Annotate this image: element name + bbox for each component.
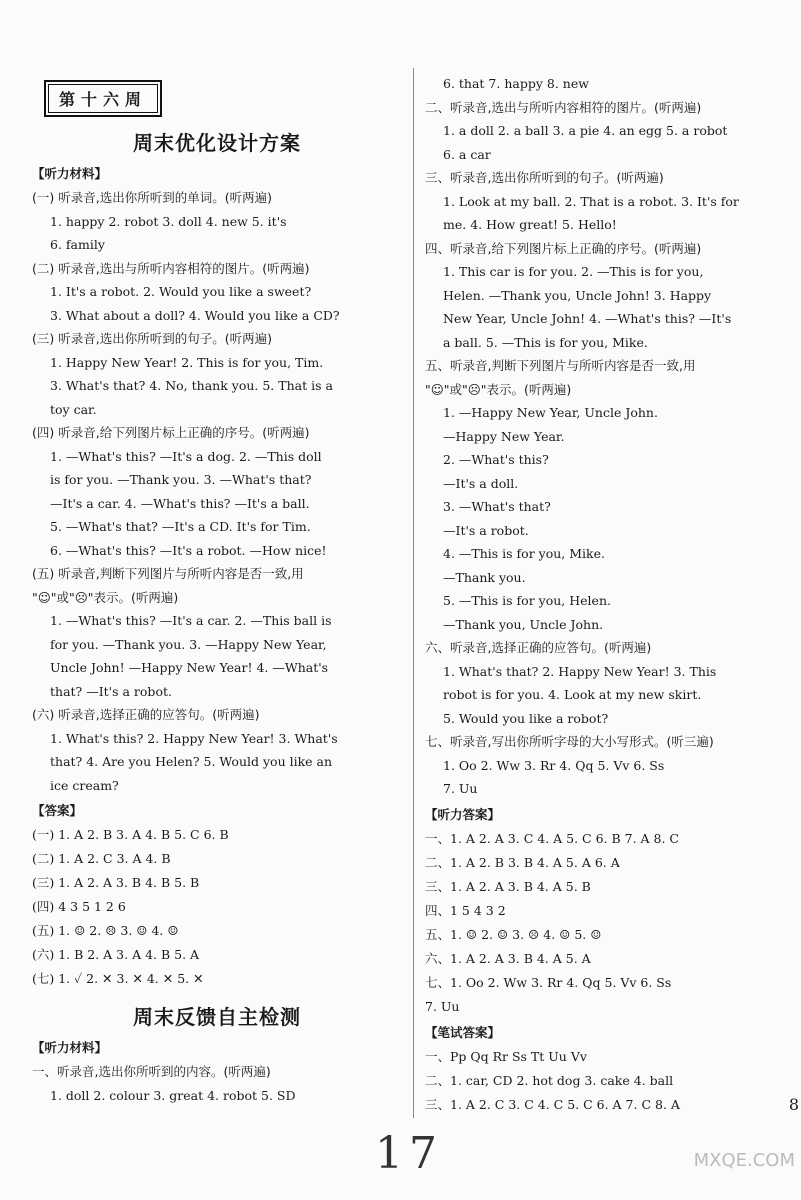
question-line: —It's a robot.	[443, 522, 529, 538]
answer-line: (四) 4 3 5 1 2 6	[32, 899, 126, 914]
section	[32, 327, 402, 421]
question-line: 3. What's that? 4. No, thank you. 5. That is a	[50, 378, 333, 393]
section-heading: 五、听录音,判断下列图片与所听内容是否一致,用	[425, 358, 696, 373]
question-line: toy car.	[50, 401, 97, 417]
question-line: 6. —What's this? —It's a robot. —How nice!	[50, 542, 327, 558]
handwritten-number: 17	[375, 1128, 443, 1179]
answer-line: 一、Pp Qq Rr Ss Tt Uu Vv	[425, 1048, 587, 1064]
column-divider	[413, 68, 414, 1118]
answer-line: (五) 1. ☺ 2. ☹ 3. ☺ 4. ☺	[32, 923, 179, 938]
question-line: ice cream?	[50, 777, 119, 793]
section	[32, 257, 402, 328]
question-line: 1. —What's this? —It's a car. 2. —This ball is	[50, 613, 332, 628]
section	[425, 636, 790, 730]
section	[425, 166, 790, 237]
section-heading: (六) 听录音,选择正确的应答句。(听两遍)	[32, 707, 260, 722]
question-line: —Happy New Year.	[443, 428, 565, 444]
question-line: 6. family	[50, 237, 105, 252]
answer-line: 四、1 5 4 3 2	[425, 902, 506, 918]
section-heading: (四) 听录音,给下列图片标上正确的序号。(听两遍)	[32, 425, 310, 440]
section-heading: (五) 听录音,判断下列图片与所听内容是否一致,用	[32, 566, 304, 581]
question-line: 1. What's that? 2. Happy New Year! 3. This	[443, 663, 717, 679]
question-line: 6. a car	[443, 146, 491, 162]
answer-line: (六) 1. B 2. A 3. A 4. B 5. A	[32, 947, 200, 962]
question-line: 1. What's this? 2. Happy New Year! 3. What's	[50, 730, 338, 746]
answer-tag: 【答案】	[32, 803, 83, 818]
question-line: 1. —Happy New Year, Uncle John.	[443, 405, 658, 420]
section	[32, 186, 402, 257]
question-line: 1. happy 2. robot 3. doll 4. new 5. it's	[50, 213, 287, 229]
section-heading: (二) 听录音,选出与所听内容相符的图片。(听两遍)	[32, 260, 310, 276]
left-column	[32, 72, 402, 1107]
section	[32, 703, 402, 797]
right-answers	[425, 827, 790, 1019]
question-line: for you. —Thank you. 3. —Happy New Year,	[50, 636, 327, 652]
section-heading-cont: "☺"或"☹"表示。(听两遍)	[32, 589, 179, 605]
question-line: 5. —What's that? —It's a CD. It's for Tim.	[50, 519, 311, 534]
section	[425, 96, 790, 167]
question-line: 3. What about a doll? 4. Would you like a CD?	[50, 307, 340, 323]
answer-line: 二、1. A 2. B 3. B 4. A 5. A 6. A	[425, 854, 620, 870]
answer-line: (一) 1. A 2. B 3. A 4. B 5. C 6. B	[32, 827, 229, 842]
section-heading-cont: "☺"或"☹"表示。(听两遍)	[425, 381, 572, 397]
page-title: 周末优化设计方案	[133, 131, 301, 155]
question-line: is for you. —Thank you. 3. —What's that?	[50, 472, 312, 487]
section-title-2: 周末反馈自主检测	[133, 1005, 301, 1029]
section-heading: (三) 听录音,选出你所听到的句子。(听两遍)	[32, 331, 272, 346]
written-answer-tag: 【笔试答案】	[425, 1024, 501, 1040]
question-line: robot is for you. 4. Look at my new skirt.	[443, 687, 702, 702]
week-tag	[44, 80, 162, 117]
answer-line: 三、1. A 2. C 3. C 4. C 5. C 6. A 7. C 8. A	[425, 1096, 680, 1112]
question-line: 5. Would you like a robot?	[443, 710, 609, 726]
page-number: 8	[788, 1095, 799, 1114]
question-line: 1. It's a robot. 2. Would you like a sweet?	[50, 284, 312, 299]
listening-material-tag-2: 【听力材料】	[32, 1040, 108, 1055]
question-line: 1. Oo 2. Ww 3. Rr 4. Qq 5. Vv 6. Ss	[443, 757, 665, 773]
question-line: 1. —What's this? —It's a dog. 2. —This doll	[50, 448, 322, 464]
section	[425, 730, 790, 801]
question-line: 1. doll 2. colour 3. great 4. robot 5. SD	[50, 1087, 296, 1103]
section-heading: 二、听录音,选出与所听内容相符的图片。(听两遍)	[425, 99, 702, 115]
answer-line: 一、1. A 2. A 3. C 4. A 5. C 6. B 7. A 8. C	[425, 830, 679, 846]
listening-answer-tag: 【听力答案】	[425, 806, 501, 822]
question-line: 4. —This is for you, Mike.	[443, 546, 605, 561]
question-line: Uncle John! —Happy New Year! 4. —What's	[50, 660, 329, 675]
section-heading: 七、听录音,写出你所听字母的大小写形式。(听三遍)	[425, 734, 714, 749]
question-line: 7. Uu	[443, 781, 478, 796]
section	[32, 421, 402, 562]
question-line: 1. This car is for you. 2. —This is for you,	[443, 264, 704, 279]
answer-line: 五、1. ☺ 2. ☺ 3. ☹ 4. ☺ 5. ☺	[425, 926, 602, 942]
question-line: 1. Happy New Year! 2. This is for you, Tim.	[50, 354, 324, 370]
answer-line: 7. Uu	[425, 998, 460, 1014]
question-line: 1. a doll 2. a ball 3. a pie 4. an egg 5. a robot	[443, 123, 728, 138]
answer-line: 七、1. Oo 2. Ww 3. Rr 4. Qq 5. Vv 6. Ss	[425, 974, 672, 990]
question-line: 6. that 7. happy 8. new	[443, 76, 589, 91]
question-line: Helen. —Thank you, Uncle John! 3. Happy	[443, 287, 712, 303]
question-line: New Year, Uncle John! 4. —What's this? —It's	[443, 311, 732, 326]
section-heading: 四、听录音,给下列图片标上正确的序号。(听两遍)	[425, 240, 702, 256]
right-column	[425, 72, 790, 1117]
answer-line: (七) 1. ✓ 2. ✕ 3. ✕ 4. ✕ 5. ✕	[32, 971, 204, 986]
question-line: —Thank you.	[443, 569, 526, 585]
section	[425, 354, 790, 636]
question-line: 5. —This is for you, Helen.	[443, 593, 611, 608]
answer-line: 六、1. A 2. A 3. B 4. A 5. A	[425, 950, 591, 966]
question-line: —It's a car. 4. —What's this? —It's a ball.	[50, 495, 310, 511]
section	[32, 562, 402, 703]
section-heading: 一、听录音,选出你所听到的内容。(听两遍)	[32, 1064, 271, 1079]
question-line: 3. —What's that?	[443, 499, 551, 514]
section	[425, 237, 790, 355]
week-tag-text: 第十六周	[48, 84, 158, 113]
written-answers	[425, 1045, 790, 1117]
question-line: 2. —What's this?	[443, 452, 549, 467]
section-heading: 六、听录音,选择正确的应答句。(听两遍)	[425, 640, 652, 655]
answer-line: 二、1. car, CD 2. hot dog 3. cake 4. ball	[425, 1072, 674, 1088]
left-sections	[32, 186, 402, 797]
question-line: —It's a doll.	[443, 475, 519, 491]
answer-line: (三) 1. A 2. A 3. B 4. B 5. B	[32, 875, 200, 890]
answer-line: 三、1. A 2. A 3. B 4. A 5. B	[425, 878, 591, 894]
watermark: MXQE.COM	[693, 1150, 795, 1171]
left-answers	[32, 823, 402, 991]
section-heading: (一) 听录音,选出你所听到的单词。(听两遍)	[32, 190, 272, 205]
answer-line: (二) 1. A 2. C 3. A 4. B	[32, 851, 171, 866]
section-heading: 三、听录音,选出你所听到的句子。(听两遍)	[425, 170, 664, 185]
right-sections	[425, 96, 790, 801]
question-line: me. 4. How great! 5. Hello!	[443, 217, 617, 232]
question-line: —Thank you, Uncle John.	[443, 616, 604, 632]
question-line: a ball. 5. —This is for you, Mike.	[443, 334, 648, 350]
question-line: that? 4. Are you Helen? 5. Would you like an	[50, 754, 333, 769]
listening-material-tag: 【听力材料】	[32, 166, 108, 181]
question-line: that? —It's a robot.	[50, 683, 172, 699]
question-line: 1. Look at my ball. 2. That is a robot. 3. It's for	[443, 193, 739, 209]
